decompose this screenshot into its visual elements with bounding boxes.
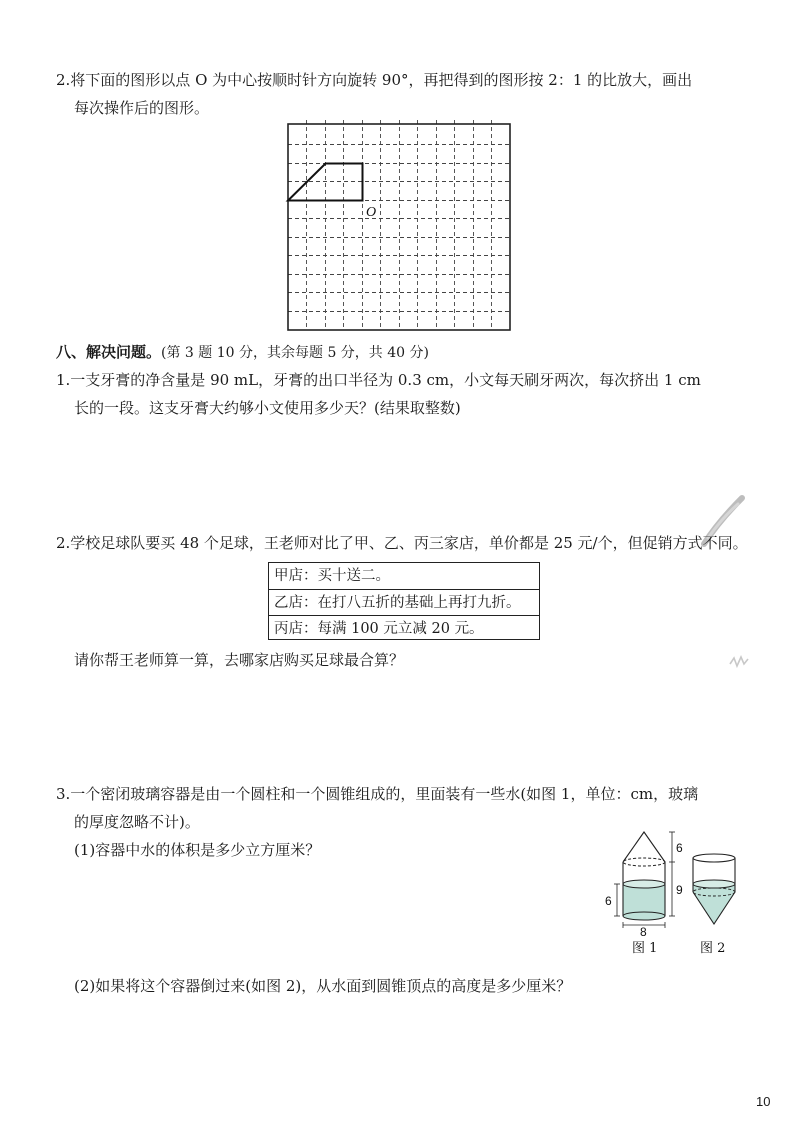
problem-3-line-2: 的厚度忽略不计)。 <box>74 813 200 831</box>
problem-2-question: 请你帮王老师算一算，去哪家店购买足球最合算？ <box>74 651 405 669</box>
fig1-water-height: 6 <box>605 894 612 908</box>
shop-offers-table <box>268 562 540 640</box>
question-2-line-2: 每次操作后的图形。 <box>74 99 210 117</box>
fig2-water <box>693 884 735 924</box>
problem-1-line-1: 1.一支牙膏的净含量是 90 mL，牙膏的出口半径为 0.3 cm，小文每天刷牙两次，每次挤出 1 cm <box>56 371 701 389</box>
problem-1-line-2: 长的一段。这支牙膏大约够小文使用多少天？(结果取整数) <box>74 399 461 417</box>
problem-2-line-1: 2.学校足球队要买 48 个足球，王老师对比了甲、乙、丙三家店，单价都是 25 元/个，但促销方式不同。 <box>56 534 748 552</box>
section-score-note: (第 3 题 10 分，其余每题 5 分，共 40 分) <box>161 345 429 361</box>
problem-3-sub-2: (2)如果将这个容器倒过来(如图 2)，从水面到圆锥顶点的高度是多少厘米？ <box>74 977 572 995</box>
shop-bing-offer: 丙店：每满 100 元立减 20 元。 <box>269 615 539 641</box>
fig2-caption: 图 2 <box>700 941 726 956</box>
point-o-label: O <box>366 205 377 220</box>
grid-border <box>288 124 510 330</box>
fig1-cone-height: 6 <box>676 841 683 855</box>
problem-3-sub-1: (1)容器中水的体积是多少立方厘米？ <box>74 841 321 859</box>
shop-yi-offer: 乙店：在打八五折的基础上再打九折。 <box>269 589 539 615</box>
problem-3-line-1: 3.一个密闭玻璃容器是由一个圆柱和一个圆锥组成的，里面装有一些水(如图 1，单位：cm，玻璃 <box>56 785 699 803</box>
fig1-diameter: 8 <box>640 925 647 939</box>
figure-1 <box>605 832 683 956</box>
grid-dashes <box>288 120 510 330</box>
shop-jia-offer: 甲店：买十送二。 <box>274 568 390 584</box>
figure-2 <box>693 854 735 956</box>
grid-figure <box>282 120 522 334</box>
section-8-heading <box>56 342 429 363</box>
question-2-line-1: 2.将下面的图形以点 O 为中心按顺时针方向旋转 90°，再把得到的图形按 2：1 的比放大，画出 <box>56 71 693 89</box>
fig1-water <box>623 884 665 916</box>
fig1-cylinder-height: 9 <box>676 883 683 897</box>
section-title: 八、解决问题。 <box>56 343 162 361</box>
smudge-mark <box>726 650 754 672</box>
page-number: 10 <box>756 1094 771 1109</box>
fig1-caption: 图 1 <box>632 941 658 956</box>
container-figures <box>600 826 750 958</box>
